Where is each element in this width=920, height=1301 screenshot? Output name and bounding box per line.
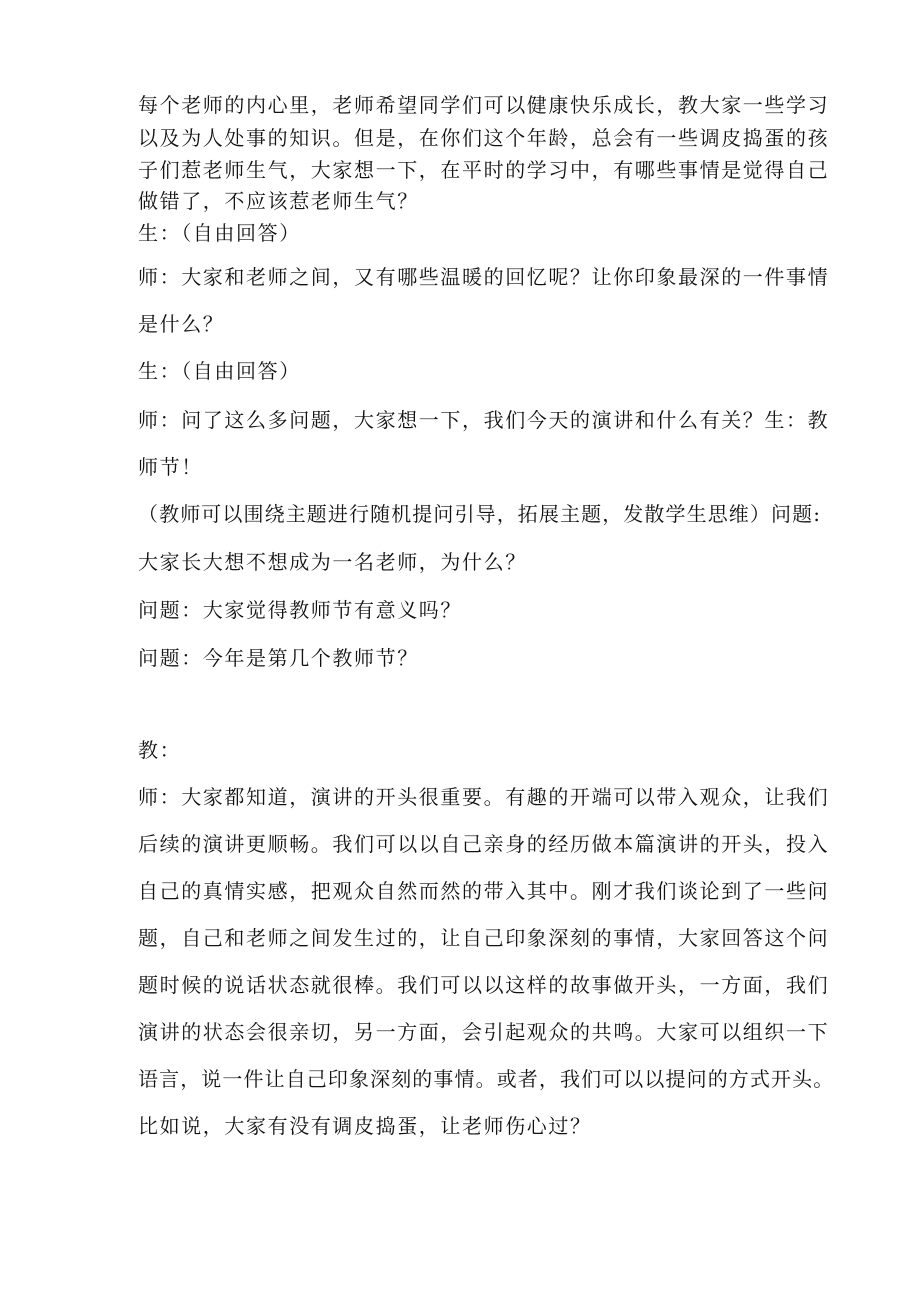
teacher-question-3-line-2: 师节！ (138, 455, 203, 479)
text-line-3: 子们惹老师生气，大家想一下，在平时的学习中，有哪些事情是觉得自己 (138, 158, 830, 182)
teaching-paragraph-line-8: 比如说，大家有没有调皮捣蛋，让老师伤心过？ (138, 1114, 592, 1138)
teaching-paragraph-line-5: 题时候的说话状态就很棒。我们可以以这样的故事做开头，一方面，我们 (138, 973, 830, 997)
text-line-4: 做错了，不应该惹老师生气？ (138, 189, 419, 213)
teaching-paragraph-line-2: 后续的演讲更顺畅。我们可以以自己亲身的经历做本篇演讲的开头，投入 (138, 832, 830, 856)
text-line-1: 每个老师的内心里，老师希望同学们可以健康快乐成长，教大家一些学习 (138, 93, 830, 117)
question-become-teacher: 大家长大想不想成为一名老师，为什么？ (138, 550, 527, 574)
teaching-section-label: 教： (138, 738, 182, 762)
teacher-question-2-line-1: 师：大家和老师之间，又有哪些温暖的回忆呢？让你印象最深的一件事情 (138, 265, 830, 289)
teacher-question-3-line-1: 师：问了这么多问题，大家想一下，我们今天的演讲和什么有关？生：教 (138, 408, 830, 432)
student-answer-1: 生：（自由回答） (138, 221, 301, 245)
question-which-teachers-day: 问题：今年是第几个教师节？ (138, 646, 419, 670)
teaching-paragraph-line-4: 题，自己和老师之间发生过的，让自己印象深刻的事情，大家回答这个问 (138, 926, 830, 950)
teaching-paragraph-line-1: 师：大家都知道，演讲的开头很重要。有趣的开端可以带入观众，让我们 (138, 785, 830, 809)
student-answer-2: 生：（自由回答） (138, 359, 301, 383)
teaching-paragraph-line-7: 语言，说一件让自己印象深刻的事情。或者，我们可以以提问的方式开头。 (138, 1067, 835, 1091)
teacher-question-2-line-2: 是什么？ (138, 312, 225, 336)
question-meaningful: 问题：大家觉得教师节有意义吗？ (138, 598, 462, 622)
teacher-guidance-note: （教师可以围绕主题进行随机提问引导，拓展主题，发散学生思维）问题: (138, 502, 822, 526)
teaching-paragraph-line-6: 演讲的状态会很亲切，另一方面，会引起观众的共鸣。大家可以组织一下 (138, 1020, 830, 1044)
teaching-paragraph-line-3: 自己的真情实感，把观众自然而然的带入其中。刚才我们谈论到了一些问 (138, 879, 830, 903)
text-line-2: 以及为人处事的知识。但是，在你们这个年龄，总会有一些调皮捣蛋的孩 (138, 126, 830, 150)
